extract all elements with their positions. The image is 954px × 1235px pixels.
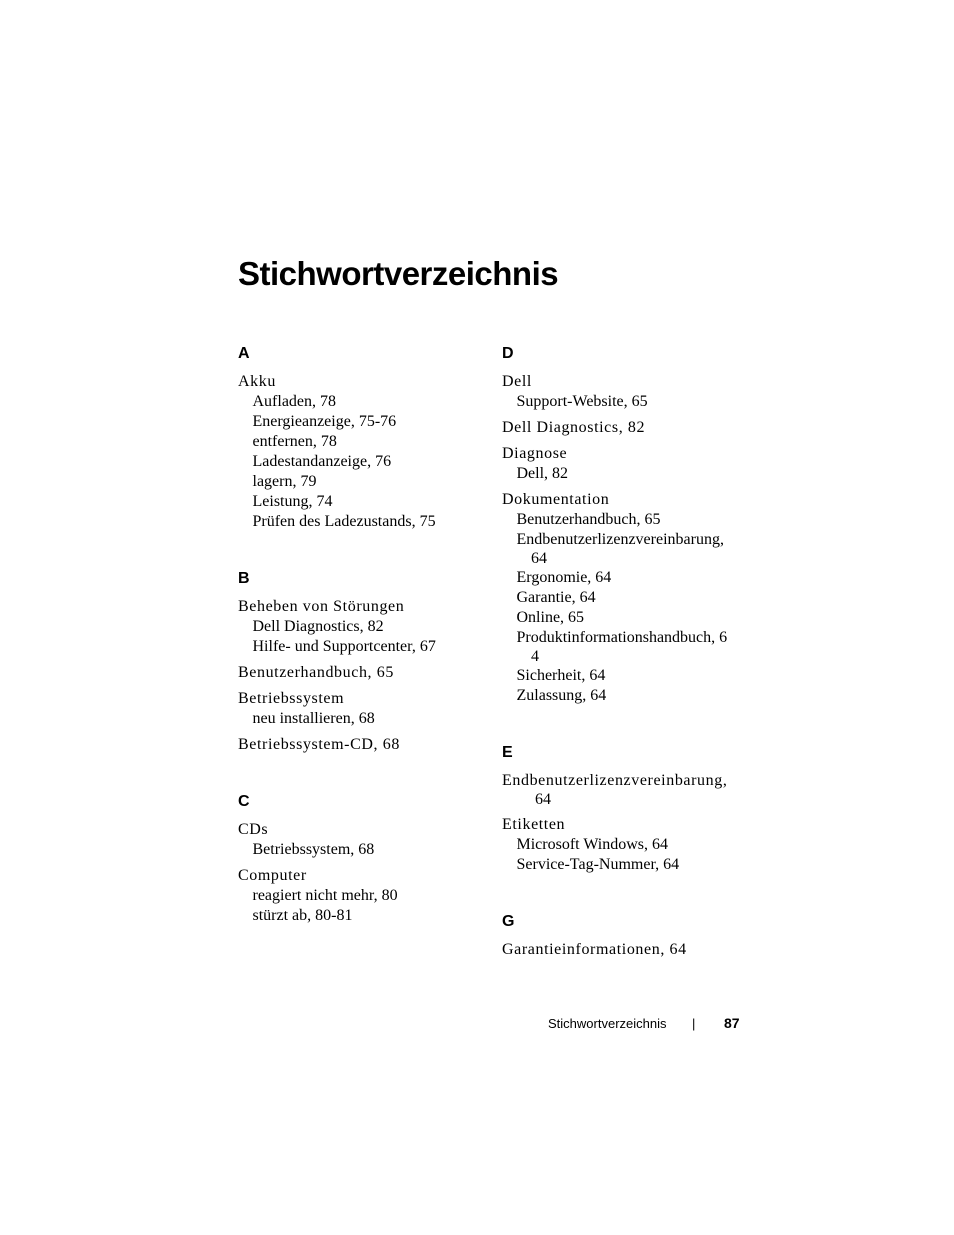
index-term: Betriebssystem (238, 690, 345, 707)
section-letter: B (238, 570, 250, 587)
index-term: Dokumentation (502, 491, 610, 508)
section-letter: D (502, 345, 514, 362)
index-subterm: Leistung, 74 (252, 493, 333, 510)
index-entry (502, 940, 747, 960)
index-subterm: Microsoft Windows, 64 (516, 836, 668, 853)
index-subterm: Dell Diagnostics, 82 (252, 618, 384, 635)
page-title: Stichwortverzeichnis (238, 255, 559, 292)
index-subterm: neu installieren, 68 (252, 710, 375, 727)
index-entry (502, 815, 747, 875)
index-term: Etiketten (502, 816, 566, 833)
index-subterm: Online, 65 (516, 609, 585, 626)
index-section-d (502, 344, 747, 706)
section-letter: E (502, 744, 513, 761)
index-subterm: Betriebssystem, 68 (252, 841, 375, 858)
index-subterm: Benutzerhandbuch, 65 (516, 511, 661, 528)
page-number: 87 (724, 1015, 740, 1031)
index-subterm: Ladestandanzeige, 76 (252, 453, 392, 470)
page-footer (0, 1014, 954, 1036)
index-section-g (502, 912, 747, 960)
index-term: Computer (238, 867, 307, 884)
index-term: Diagnose (502, 445, 568, 462)
footer-separator: | (692, 1016, 696, 1031)
index-subterm: Endbenutzerlizenzvereinbarung, (516, 531, 724, 548)
index-column-left (238, 344, 483, 963)
index-entry (238, 820, 483, 860)
section-letter: G (502, 913, 515, 930)
index-subterm: Produktinformationshandbuch, 6 (516, 629, 728, 646)
index-subterm: Prüfen des Ladezustands, 75 (252, 513, 436, 530)
index-column-right (502, 344, 747, 997)
index-term: Akku (238, 373, 276, 390)
index-subterm: Aufladen, 78 (252, 393, 337, 410)
index-subterm: Sicherheit, 64 (516, 667, 606, 684)
index-subterm: Zulassung, 64 (516, 687, 607, 704)
index-entry (238, 866, 483, 926)
index-subterm: lagern, 79 (252, 473, 317, 490)
index-section-a (238, 344, 483, 532)
index-section-b (238, 569, 483, 755)
index-term: Garantieinformationen, 64 (502, 941, 687, 958)
index-term: Beheben von Störungen (238, 598, 405, 615)
index-entry (502, 771, 747, 809)
index-subterm: Dell, 82 (516, 465, 569, 482)
index-term: Dell Diagnostics, 82 (502, 419, 646, 436)
index-term: Endbenutzerlizenzvereinbarung, (502, 772, 728, 789)
index-section-c (238, 792, 483, 926)
index-entry (238, 597, 483, 657)
index-subterm: Service-Tag-Nummer, 64 (516, 856, 680, 873)
section-letter: A (238, 345, 250, 362)
index-entry (238, 735, 483, 755)
index-subterm: entfernen, 78 (252, 433, 337, 450)
index-subterm: Ergonomie, 64 (516, 569, 612, 586)
index-entry (502, 372, 747, 412)
index-entry (502, 444, 747, 484)
section-letter: C (238, 793, 250, 810)
index-term: Betriebssystem-CD, 68 (238, 736, 400, 753)
index-subterm: Support-Website, 65 (516, 393, 648, 410)
index-subterm: stürzt ab, 80-81 (252, 907, 353, 924)
index-term: Dell (502, 373, 532, 390)
index-entry (238, 689, 483, 729)
index-subterm-continuation: 64 (531, 550, 547, 567)
index-subterm-continuation: 4 (531, 648, 539, 665)
index-term: Benutzerhandbuch, 65 (238, 664, 394, 681)
index-subterm: Hilfe- und Supportcenter, 67 (252, 638, 436, 655)
index-term: CDs (238, 821, 269, 838)
index-entry (502, 490, 747, 706)
index-subterm: Energieanzeige, 75-76 (252, 413, 397, 430)
index-section-e (502, 743, 747, 875)
index-subterm: reagiert nicht mehr, 80 (252, 887, 398, 904)
index-entry (502, 418, 747, 438)
index-term-continuation: 64 (535, 791, 551, 808)
footer-section-label: Stichwortverzeichnis (548, 1016, 667, 1031)
index-entry (238, 372, 483, 532)
index-subterm: Garantie, 64 (516, 589, 596, 606)
index-entry (238, 663, 483, 683)
